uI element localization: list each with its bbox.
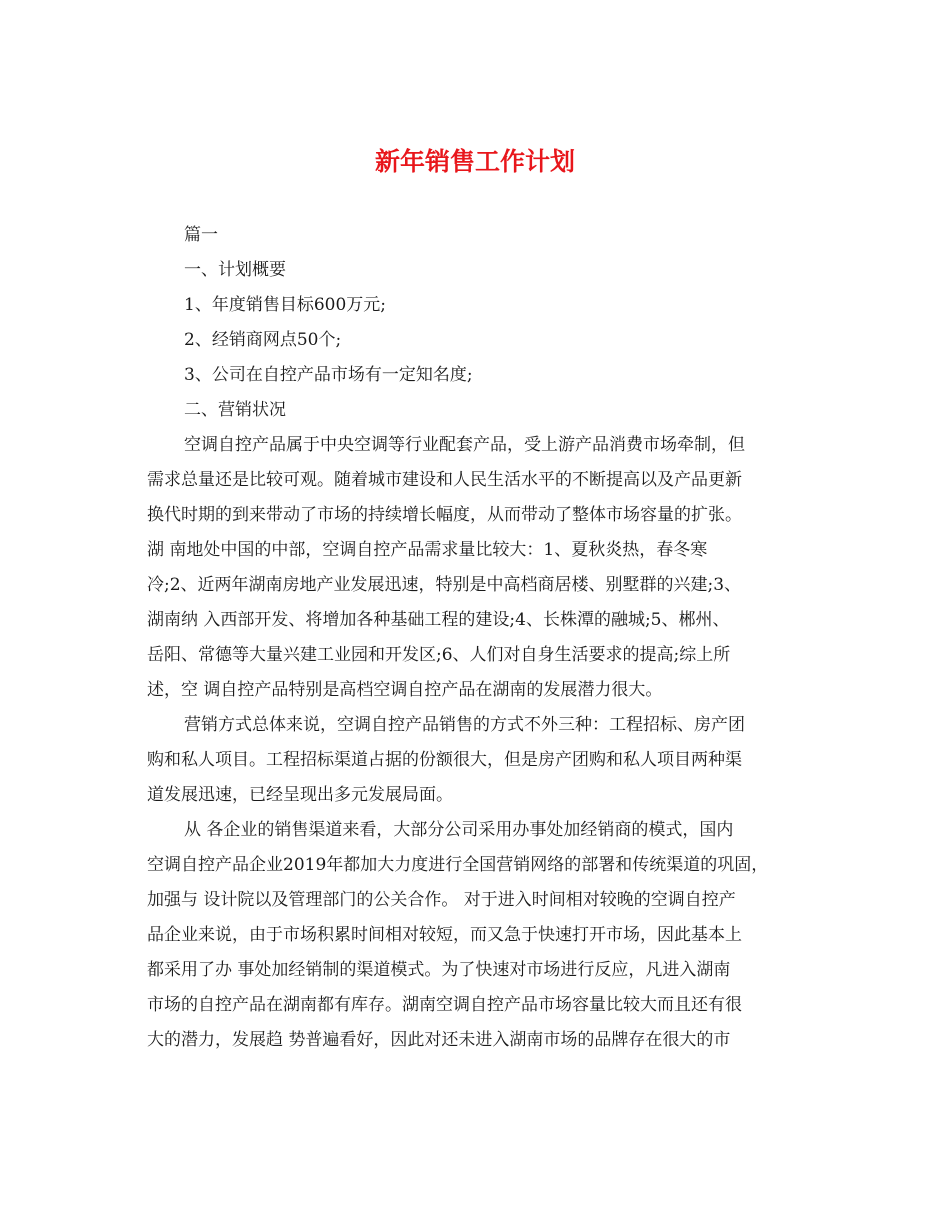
section-label: 篇一 <box>184 225 218 245</box>
paragraph-line: 从 各企业的销售渠道来看，大部分公司采用办事处加经销商的模式，国内 <box>184 820 734 840</box>
paragraph-line: 购和私人项目。工程招标渠道占据的份额很大，但是房产团购和私人项目两种渠 <box>147 750 742 770</box>
paragraph-line: 空调自控产品企业2019年都加大力度进行全国营销网络的部署和传统渠道的巩固， <box>147 855 769 875</box>
paragraph-line: 营销方式总体来说，空调自控产品销售的方式不外三种：工程招标、房产团 <box>184 715 745 735</box>
paragraph-line: 岳阳、常德等大量兴建工业园和开发区;6、人们对自身生活要求的提高;综上所 <box>147 645 731 665</box>
paragraph-line: 需求总量还是比较可观。随着城市建设和人民生活水平的不断提高以及产品更新 <box>147 470 742 490</box>
paragraph-line: 道发展迅速，已经呈现出多元发展局面。 <box>147 785 453 805</box>
heading-marketing-status: 二、营销状况 <box>184 400 286 420</box>
paragraph-line: 加强与 设计院以及管理部门的公关合作。 对于进入时间相对较晚的空调自控产 <box>147 890 736 910</box>
paragraph-line: 述，空 调自控产品特别是高档空调自控产品在湖南的发展潜力很大。 <box>147 680 663 700</box>
paragraph-line: 都采用了办 事处加经销制的渠道模式。为了快速对市场进行反应，凡进入湖南 <box>147 960 731 980</box>
heading-plan-summary: 一、计划概要 <box>184 260 286 280</box>
paragraph-line: 空调自控产品属于中央空调等行业配套产品，受上游产品消费市场牵制，但 <box>184 435 745 455</box>
paragraph-line: 冷;2、近两年湖南房地产业发展迅速，特别是中高档商居楼、别墅群的兴建;3、 <box>147 575 742 595</box>
paragraph-line: 大的潜力，发展趋 势普遍看好，因此对还未进入湖南市场的品牌存在很大的市 <box>147 1030 731 1050</box>
document-title: 新年销售工作计划 <box>374 147 575 176</box>
paragraph-line: 湖 南地处中国的中部，空调自控产品需求量比较大：1、夏秋炎热，春冬寒 <box>147 540 708 560</box>
paragraph-line: 换代时期的到来带动了市场的持续增长幅度，从而带动了整体市场容量的扩张。 <box>147 505 742 525</box>
list-item: 1、年度销售目标600万元; <box>184 295 386 315</box>
paragraph-line: 市场的自控产品在湖南都有库存。湖南空调自控产品市场容量比较大而且还有很 <box>147 995 742 1015</box>
paragraph-line: 品企业来说，由于市场积累时间相对较短，而又急于快速打开市场，因此基本上 <box>147 925 742 945</box>
document-body <box>147 218 807 1058</box>
list-item: 3、公司在自控产品市场有一定知名度; <box>184 365 473 385</box>
list-item: 2、经销商网点50个; <box>184 330 342 350</box>
paragraph-line: 湖南纳 入西部开发、将增加各种基础工程的建设;4、长株潭的融城;5、郴州、 <box>147 610 730 630</box>
